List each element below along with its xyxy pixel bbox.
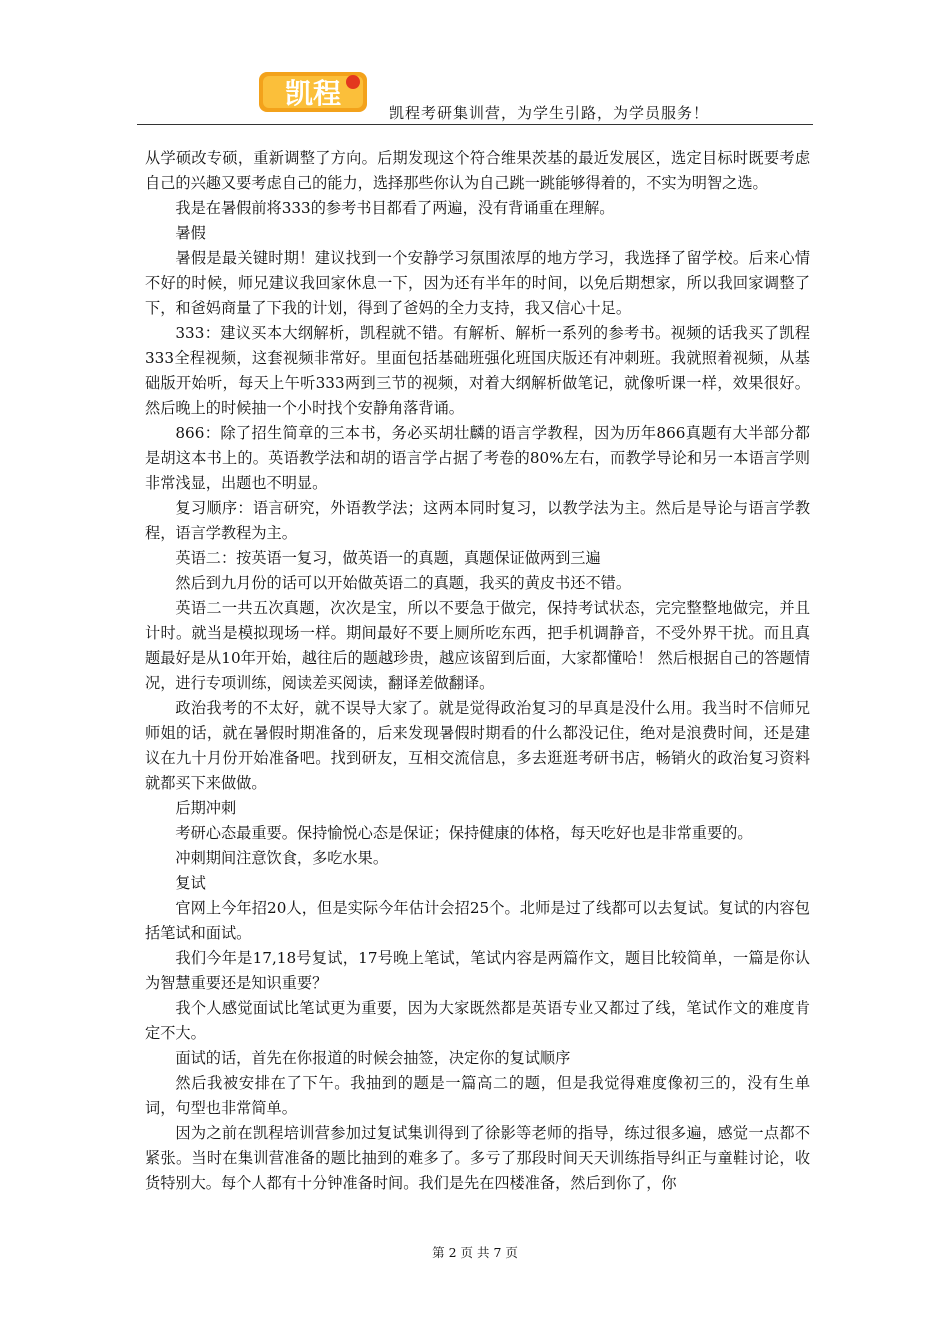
paragraph: 英语二：按英语一复习，做英语一的真题，真题保证做两到三遍 [175,549,601,567]
paragraph: 政治我考的不太好，就不误导大家了。就是觉得政治复习的早真是没什么用。我当时不信师兄师姐的话，就在暑假时期准备的，后来发现暑假时期看的什么都没记住，绝对是浪费时间，还是建议在九十月份开始准备吧。找到研友，互相交流信息，多去逛逛考研书店，畅销火的政治复习资料就都买下来做做。 [145,699,810,792]
paragraph: 考研心态最重要。保持愉悦心态是保证；保持健康的体格，每天吃好也是非常重要的。 [175,824,753,842]
logo-text: 凯程 [284,77,342,110]
article-body [145,146,810,1196]
paragraph: 冲刺期间注意饮食，多吃水果。 [175,849,389,867]
header-slogan: 凯程考研集训营，为学生引路，为学员服务！ [389,104,710,122]
page-header [137,62,813,125]
paragraph: 因为之前在凯程培训营参加过复试集训得到了徐影等老师的指导，练过很多遍，感觉一点都不紧张。当时在集训营准备的题比抽到的难多了。多亏了那段时间天天训练指导纠正与童鞋讨论，收货特别大。每个人都有十分钟准备时间。我们是先在四楼准备，然后到你了，你 [145,1124,810,1192]
kaicheng-logo [257,66,369,118]
paragraph: 866：除了招生简章的三本书，务必买胡壮麟的语言学教程，因为历年866真题有大半部分都是胡这本书上的。英语教学法和胡的语言学占据了考卷的80%左右，而教学导论和另一本语言学则非常浅显，出题也不明显。 [145,424,810,492]
paragraph: 然后我被安排在了下午。我抽到的题是一篇高二的题，但是我觉得难度像初三的，没有生单词，句型也非常简单。 [145,1074,810,1117]
paragraph: 英语二一共五次真题，次次是宝，所以不要急于做完，保持考试状态，完完整整地做完，并且计时。就当是模拟现场一样。期间最好不要上厕所吃东西，把手机调静音，不受外界干扰。而且真题最好是从10年开始，越往后的题越珍贵，越应该留到后面，大家都懂哈！ 然后根据自己的答题情况，进行专项训练，阅读差买阅读，翻译差做翻译。 [145,599,810,692]
section-heading: 复试 [175,874,206,892]
paragraph: 我是在暑假前将333的参考书目都看了两遍，没有背诵重在理解。 [175,199,615,217]
paragraph: 暑假是最关键时期！建议找到一个安静学习氛围浓厚的地方学习，我选择了留学校。后来心情不好的时候，师兄建议我回家休息一下，因为还有半年的时间，以免后期想家，所以我回家调整了下，和爸妈商量了下我的计划，得到了爸妈的全力支持，我又信心十足。 [145,249,810,317]
page-number: 第 2 页 共 7 页 [432,1245,518,1260]
paragraph: 复习顺序：语言研究，外语教学法；这两本同时复习，以教学法为主。然后是导论与语言学教程，语言学教程为主。 [145,499,810,542]
paragraph: 面试的话，首先在你报道的时候会抽签，决定你的复试顺序 [175,1049,571,1067]
section-heading: 暑假 [175,224,206,242]
paragraph: 我们今年是17,18号复试，17号晚上笔试，笔试内容是两篇作文，题目比较简单，一篇是你认为智慧重要还是知识重要？ [145,949,810,992]
paragraph: 从学硕改专硕，重新调整了方向。后期发现这个符合维果茨基的最近发展区，选定目标时既要考虑自己的兴趣又要考虑自己的能力，选择那些你认为自己跳一跳能够得着的，不实为明智之选。 [145,149,810,192]
paragraph: 333：建议买本大纲解析，凯程就不错。有解析、解析一系列的参考书。视频的话我买了凯程333全程视频，这套视频非常好。里面包括基础班强化班国庆版还有冲刺班。我就照着视频，从基础版开始听，每天上午听333两到三节的视频，对着大纲解析做笔记，就像听课一样，效果很好。然后晚上的时候抽一个小时找个安静角落背诵。 [145,324,810,417]
paragraph: 我个人感觉面试比笔试更为重要，因为大家既然都是英语专业又都过了线，笔试作文的难度肯定不大。 [145,999,810,1042]
paragraph: 然后到九月份的话可以开始做英语二的真题，我买的黄皮书还不错。 [175,574,632,592]
section-heading: 后期冲刺 [175,799,237,817]
paragraph: 官网上今年招20人，但是实际今年估计会招25个。北师是过了线都可以去复试。复试的内容包括笔试和面试。 [145,899,810,942]
